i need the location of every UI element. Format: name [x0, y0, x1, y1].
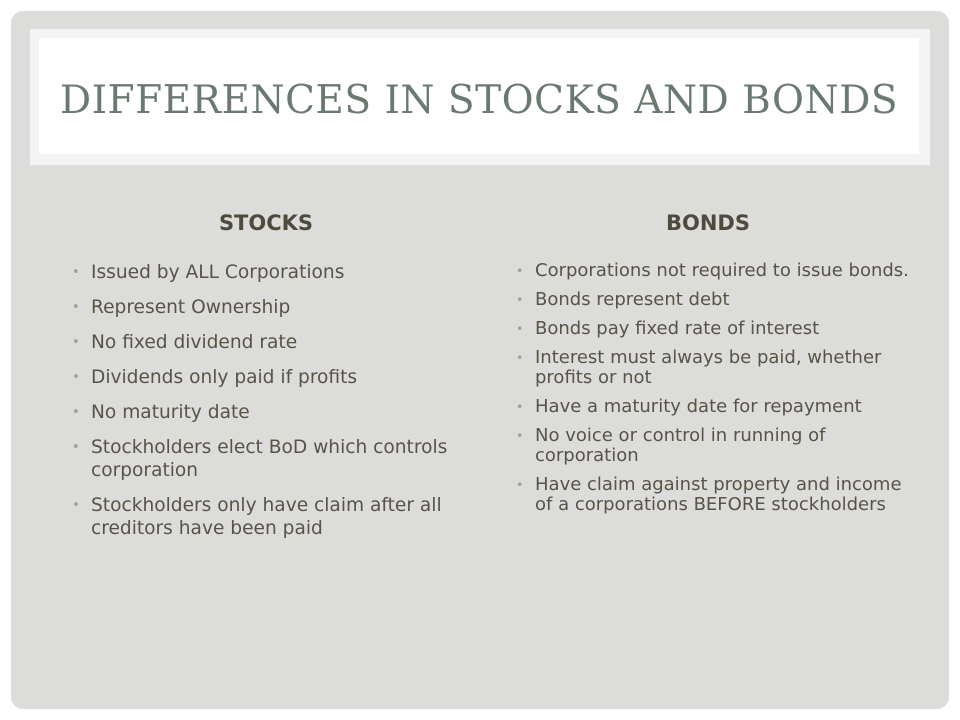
bullet-icon: •: [72, 370, 80, 385]
list-item: [71, 296, 456, 319]
list-item: [515, 348, 915, 388]
bullet-icon: •: [516, 321, 524, 336]
bullet-icon: •: [516, 292, 524, 307]
bullet-icon: •: [72, 335, 80, 350]
bullet-icon: •: [516, 477, 524, 492]
list-item: [71, 436, 456, 482]
bullet-icon: •: [72, 405, 80, 420]
bullet-icon: •: [516, 350, 524, 365]
bullet-icon: •: [516, 263, 524, 278]
list-item-text: Have a maturity date for repayment: [535, 396, 862, 417]
title-box: [39, 38, 919, 154]
bullet-icon: •: [516, 428, 524, 443]
list-item-text: Have claim against property and income of a corporations BEFORE stockholders: [535, 474, 902, 515]
list-item-text: Interest must always be paid, whether profits or not: [535, 347, 882, 388]
list-item-text: No fixed dividend rate: [91, 332, 298, 353]
bonds-list: [515, 261, 915, 524]
list-item: [71, 494, 456, 540]
list-item-text: Bonds represent debt: [535, 289, 730, 310]
list-item: [515, 319, 915, 339]
list-item: [515, 397, 915, 417]
list-item-text: Dividends only paid if profits: [91, 367, 358, 388]
list-item: [515, 290, 915, 310]
slide-title: DIFFERENCES IN STOCKS AND BONDS: [59, 78, 899, 123]
list-item-text: No voice or control in running of corporation: [535, 425, 826, 466]
list-item: [515, 261, 915, 281]
slide-background: [11, 11, 949, 709]
bullet-icon: •: [72, 300, 80, 315]
list-item: [71, 366, 456, 389]
list-item: [71, 401, 456, 424]
list-item: [515, 426, 915, 466]
bullet-icon: •: [72, 265, 80, 280]
list-item-text: Issued by ALL Corporations: [91, 262, 345, 283]
list-item-text: Corporations not required to issue bonds.: [535, 260, 909, 281]
stocks-list: [71, 261, 456, 552]
list-item: [71, 331, 456, 354]
bullet-icon: •: [72, 498, 80, 513]
bullet-icon: •: [516, 399, 524, 414]
list-item-text: Stockholders only have claim after all creditors have been paid: [91, 495, 442, 539]
bonds-heading: BONDS: [666, 211, 750, 235]
bullet-icon: •: [72, 440, 80, 455]
list-item: [71, 261, 456, 284]
title-band: [30, 29, 930, 165]
list-item-text: No maturity date: [91, 402, 250, 423]
list-item-text: Bonds pay fixed rate of interest: [535, 318, 820, 339]
list-item-text: Represent Ownership: [91, 297, 291, 318]
list-item: [515, 475, 915, 515]
list-item-text: Stockholders elect BoD which controls corporation: [91, 437, 448, 481]
stocks-heading: STOCKS: [218, 211, 314, 235]
